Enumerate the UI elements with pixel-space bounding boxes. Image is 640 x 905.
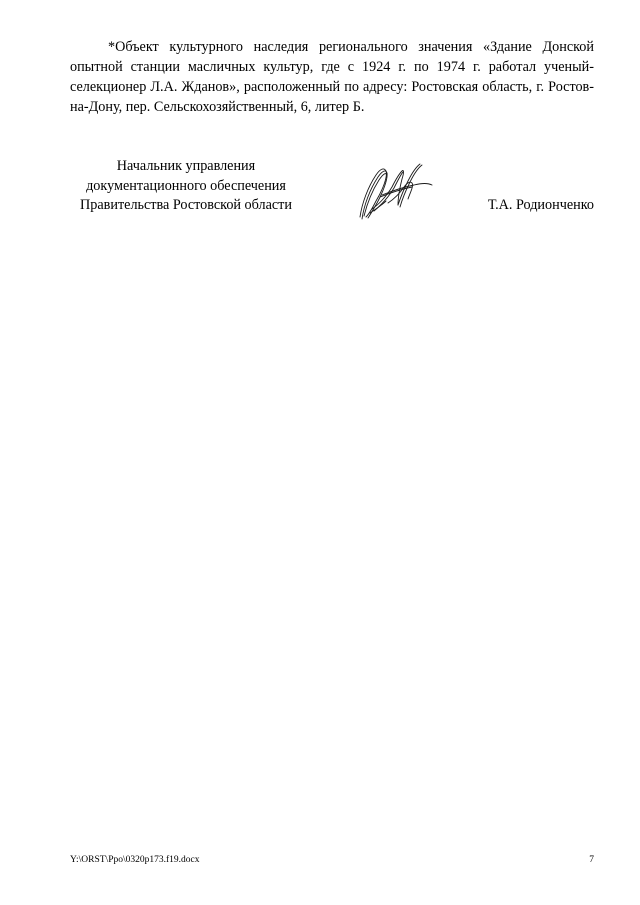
footer-file-path: Y:\ORST\Ppo\0320p173.f19.docx bbox=[70, 855, 200, 865]
handwritten-signature-icon bbox=[352, 159, 438, 223]
signer-position-line-1: Начальник управления bbox=[116, 158, 256, 174]
footnote-paragraph: *Объект культурного наследия регионального значения «Здание Донской опытной станции масличных культур, где с 1924 г. по 1974 г. работал ученый-селекционер Л.А. Жданов», расположенный по адресу: Ростовская область, г. Ростов-на-Дону, пер. Сельскохозяйственный, 6, литер Б. bbox=[70, 39, 594, 115]
signer-position-line-3: Правительства Ростовской области bbox=[80, 197, 292, 213]
signer-position bbox=[62, 157, 310, 216]
signer-name: Т.А. Родионченко bbox=[487, 197, 594, 213]
signature-block bbox=[0, 157, 640, 227]
page-number: 7 bbox=[589, 855, 594, 865]
signer-position-line-2: документационного обеспечения bbox=[86, 177, 286, 194]
